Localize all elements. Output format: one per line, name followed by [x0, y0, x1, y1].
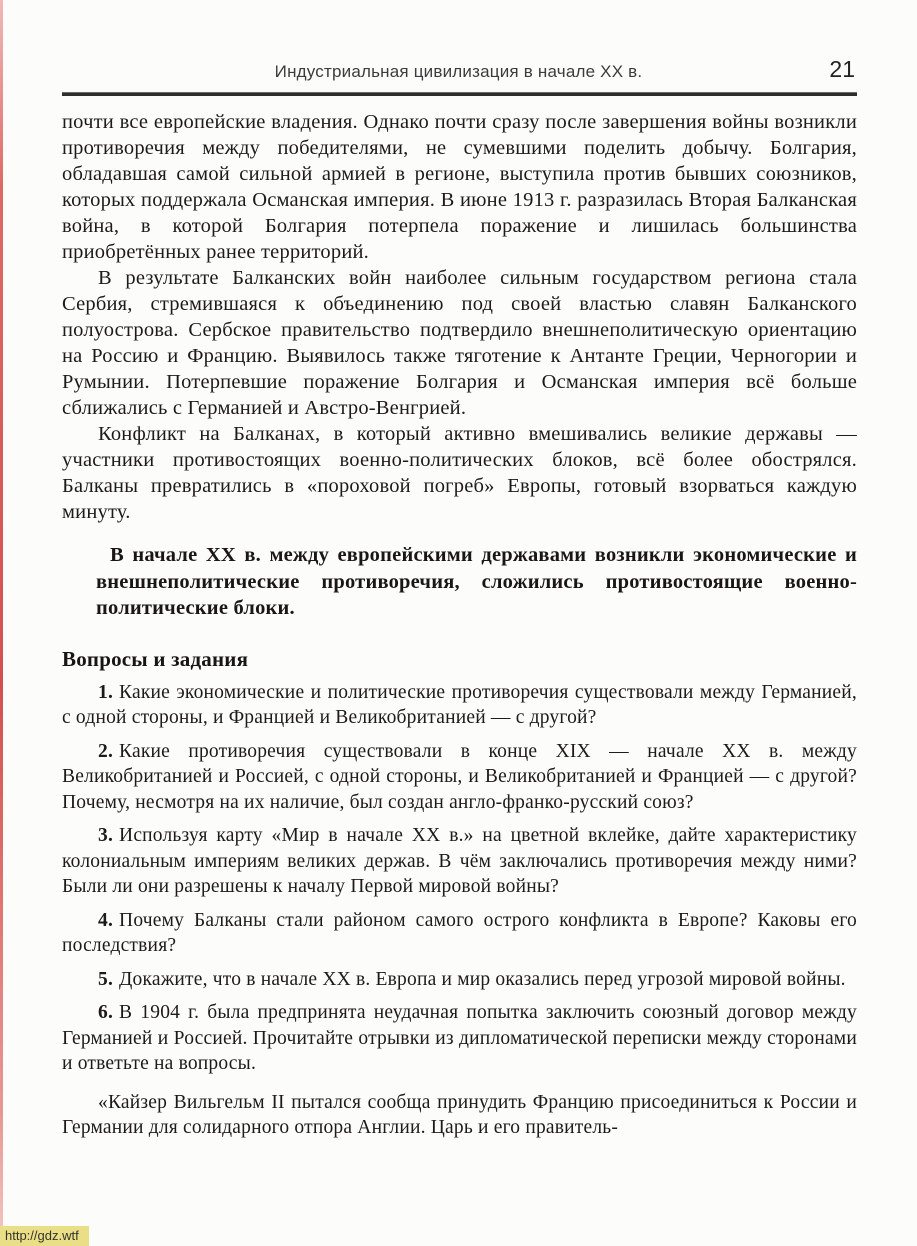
question-text: Почему Балканы стали районом самого острого конфликта в Европе? Каковы его последствия? [62, 909, 857, 956]
question-number: 1. [98, 681, 114, 703]
paragraph-balkan-war: почти все европейские владения. Однако почти сразу после завершения войны возникли противоречия между победителями, не сумевшими поделить добычу. Болгария, обладавшая самой сильной армией в регионе, выступила против бывших союзников, которых поддержала Османская империя. В июне 1913 г. разразилась Вторая Балканская война, в которой Болгария потерпела поражение и лишилась большинства приобретённых ранее территорий. [62, 111, 857, 263]
question-number: 2. [98, 740, 114, 762]
page-number: 21 [829, 56, 855, 82]
question-number: 6. [98, 1002, 114, 1023]
header-rule [62, 92, 857, 96]
watermark-link[interactable]: http://gdz.wtf [0, 1226, 89, 1246]
question-item-6 [62, 1000, 857, 1077]
question-number: 5. [98, 968, 114, 990]
paragraph-serbia: В результате Балканских войн наиболее сильным государством региона стала Сербия, стремившаяся к объединению под своей властью славян Балканского полуострова. Сербское правительство подтвердило внешнеполитическую ориентацию на Россию и Францию. Выявилось также тяготение к Антанте Греции, Черногории и Румынии. Потерпевшие поражение Болгария и Османская империя всё больше сближались с Германией и Австро-Венгрией. [62, 267, 857, 419]
question-text: В 1904 г. была предпринята неудачная попытка заключить союзный договор между Германией и Россией. Прочитайте отрывки из дипломатической переписки между сторонами и ответьте на вопросы. [62, 1002, 857, 1074]
running-title: Индустриальная цивилизация в начале XX в. [274, 62, 643, 81]
section-heading-questions: Вопросы и задания [62, 646, 249, 671]
question-text: Используя карту «Мир в начале XX в.» на цветной вклейке, дайте характеристику колониальным империям великих держав. В чём заключались противоречия между ними? Были ли они разрешены к началу Первой мировой войны? [62, 825, 857, 897]
question-item-2 [62, 739, 857, 816]
page-body [62, 109, 857, 1141]
question-text: Какие противоречия существовали в конце XIX — начале XX в. между Великобританией и Россией, с одной стороны, и Великобританией и Францией — с другой? Почему, несмотря на их наличие, был создан англо-франко-русский союз? [62, 740, 857, 813]
question-text: Докажите, что в начале XX в. Европа и мир оказались перед угрозой мировой войны. [119, 968, 846, 990]
page-left-edge-line [0, 0, 3, 1246]
question-item-4 [62, 908, 857, 959]
document-quote-kaiser: «Кайзер Вильгельм II пытался сообща принудить Францию присоединиться к России и Германии для солидарного отпора Англии. Царь и его правитель- [62, 1091, 857, 1138]
question-item-3 [62, 823, 857, 900]
question-number: 4. [98, 909, 114, 931]
paragraph-balkan-conflict: Конфликт на Балканах, в который активно вмешивались великие державы — участники противостоящих военно-политических блоков, всё более обострялся. Балканы превратились в «пороховой погреб» Европы, готовый взорваться каждую минуту. [62, 423, 857, 523]
question-item-1 [62, 680, 857, 731]
question-item-5 [62, 967, 857, 993]
question-number: 3. [98, 825, 114, 846]
page-header [0, 0, 917, 83]
question-text: Какие экономические и политические противоречия существовали между Германией, с одной стороны, и Францией и Великобританией — с другой? [62, 681, 857, 728]
chapter-summary: В начале XX в. между европейскими державами возникли экономические и внешнеполитические противоречия, сложились противостоящие военно-политические блоки. [96, 544, 857, 619]
